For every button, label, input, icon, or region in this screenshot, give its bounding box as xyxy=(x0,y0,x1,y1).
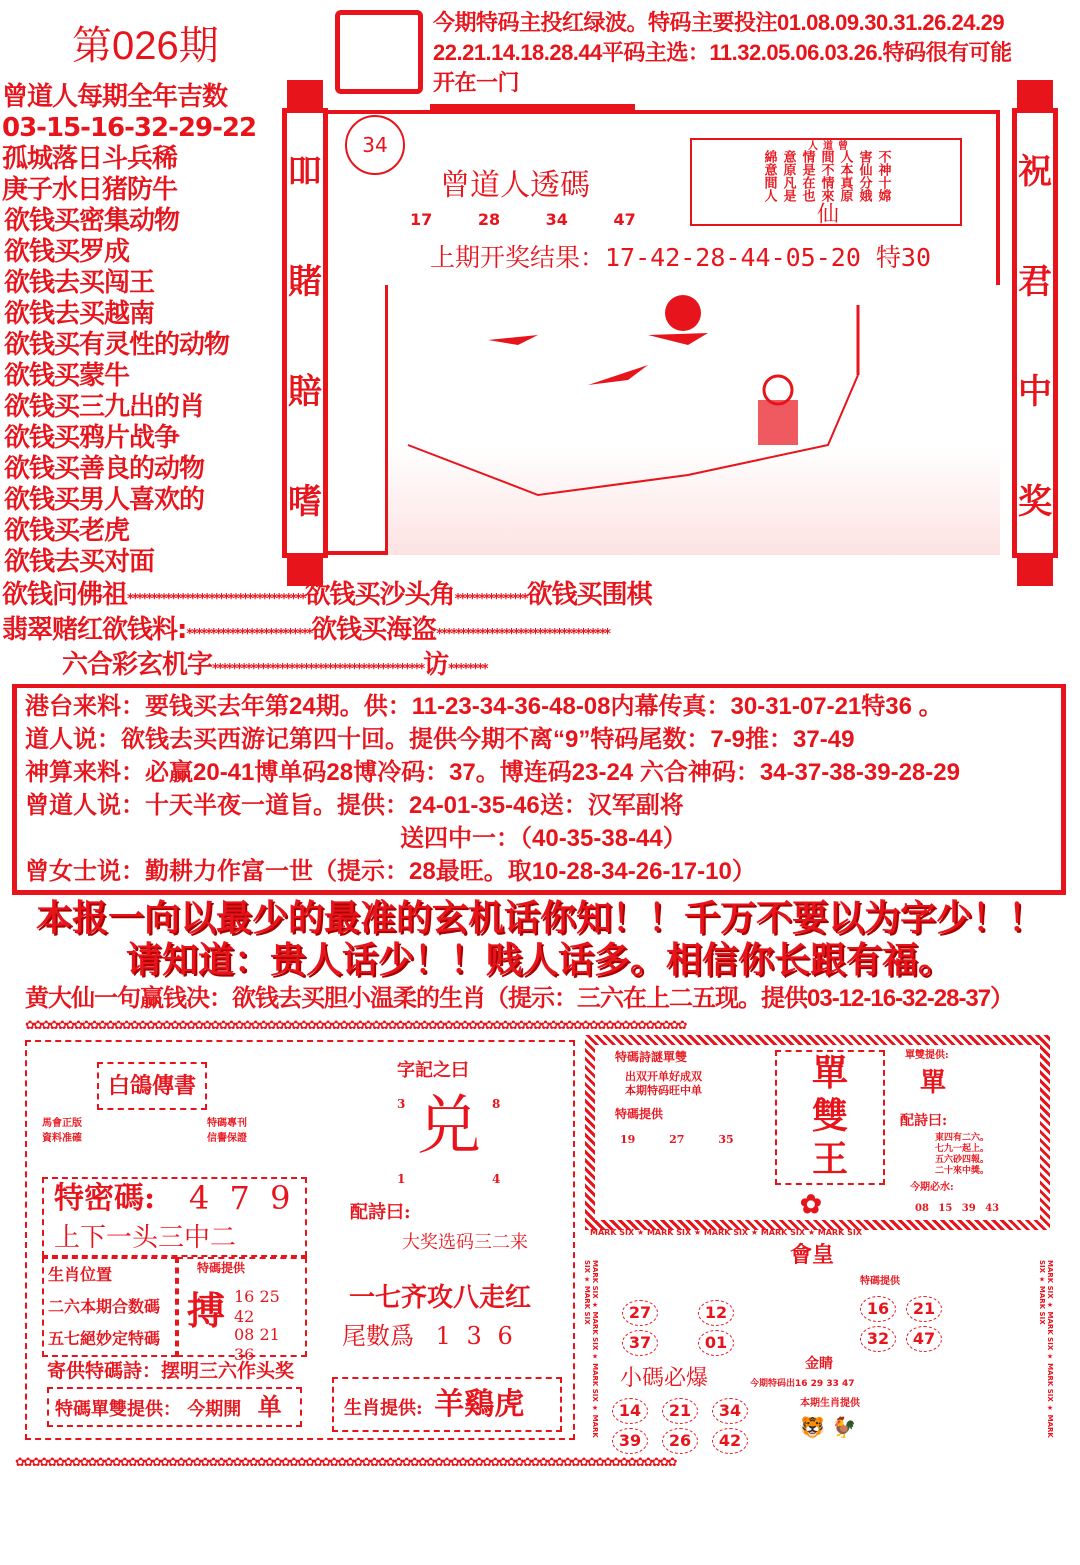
star-text: 欲钱买海盗 xyxy=(311,615,437,645)
header-line: 22.21.14.18.28.44平码主选：11.32.05.06.03.26.特码很有可能 xyxy=(433,40,1012,65)
num-circle: 42 xyxy=(712,1428,748,1454)
huang-title: 會皇 xyxy=(790,1242,835,1268)
num-circle: 14 xyxy=(612,1398,648,1424)
zi-title: 字記之曰 xyxy=(397,1060,469,1081)
num-circle: 26 xyxy=(662,1428,698,1454)
picture-numbers: 17 28 34 47 xyxy=(410,210,636,229)
bo-nums: 16 25 42 xyxy=(234,1287,280,1326)
left-list-item: 欲钱买男人喜欢的 xyxy=(4,485,205,515)
slogan-1: 本报一向以最少的最准的玄机话你知！！千万不要以为字少！！ xyxy=(35,897,1044,939)
star-text: 六合彩玄机字 xyxy=(62,650,213,680)
scroll-char: 奖 xyxy=(1018,481,1052,522)
poem-box xyxy=(690,138,962,226)
te-provide: 特碼提供 xyxy=(615,1107,664,1121)
bo-label: 特碼提供 xyxy=(197,1261,246,1275)
pei-label: 配詩曰: xyxy=(900,1113,948,1129)
left-list-item: 欲钱去买越南 xyxy=(4,299,155,329)
num-circle: 21 xyxy=(906,1296,942,1322)
line: 二六本期合数碼 xyxy=(48,1297,161,1316)
num: 19 xyxy=(620,1133,636,1146)
heart-nums: 08 15 39 43 xyxy=(915,1203,1000,1214)
pei-lines xyxy=(935,1133,989,1177)
pigeon-note: 特碼專刊 信譽保證 xyxy=(207,1118,247,1144)
star-line xyxy=(2,615,652,650)
star-line xyxy=(2,580,652,615)
te-nums xyxy=(620,1133,734,1146)
pei-line: 二十來中獎。 xyxy=(935,1166,990,1176)
zodiac-box xyxy=(42,1257,177,1357)
scroll-char: 君 xyxy=(1018,261,1052,302)
scroll-char: 吅 xyxy=(288,151,322,192)
poem-author: 曾道人 xyxy=(805,140,847,150)
star-text: 欲钱问佛祖 xyxy=(2,580,128,610)
left-scroll xyxy=(282,80,328,586)
star-filler: *************** xyxy=(454,592,527,607)
pigeon-title: 白鴿傳書 xyxy=(97,1062,207,1110)
big-line: 一七齐攻八走红 xyxy=(349,1282,532,1312)
gold-note: 今期特码出16 29 33 47 xyxy=(750,1379,855,1389)
star-border: ✿✿✿✿✿✿✿✿✿✿✿✿✿✿✿✿✿✿✿✿✿✿✿✿✿✿✿✿✿✿✿✿✿✿✿✿✿✿✿✿✿✿✿✿✿✿✿✿✿✿✿✿✿✿✿✿✿✿✿✿✿✿✿✿✿✿✿✿✿✿✿✿✿✿✿✿✿✿✿✿✿✿ xyxy=(15,1455,676,1469)
left-list-item: 欲钱买蒙牛 xyxy=(4,361,130,391)
pei-line: 東四有二六。 xyxy=(935,1133,990,1143)
header-text xyxy=(433,8,1078,98)
zi-char: 兑 xyxy=(417,1090,481,1164)
left-list-item: 欲钱买罗成 xyxy=(4,237,130,267)
num: 35 xyxy=(718,1133,734,1146)
info-box xyxy=(12,684,1066,895)
zi-num: 3 xyxy=(397,1097,406,1111)
dse-value: 單 xyxy=(920,1068,947,1098)
badge-number: 34 xyxy=(345,115,405,175)
left-list-item: 曾道人每期全年吉数 xyxy=(2,82,228,112)
mark-strip: MARK SIX ★ MARK SIX ★ MARK SIX ★ MARK SIX ★ MARK SIX xyxy=(590,1228,862,1237)
bo-nums: 08 21 36 xyxy=(234,1325,280,1364)
star-filler: ************************************* xyxy=(127,592,305,607)
left-list xyxy=(2,82,256,578)
scroll-char: 賭 xyxy=(288,261,322,302)
pei-line: 五六砂四報。 xyxy=(935,1155,990,1165)
heart-label: 今期必水: xyxy=(910,1182,954,1193)
poem-col: 不害人間情意綿 xyxy=(761,150,891,163)
num-circle: 32 xyxy=(860,1326,896,1352)
bottom-left-panel xyxy=(25,1040,575,1440)
zodiac-provide: 本期生肖提供 xyxy=(800,1398,860,1409)
scroll-char: 中 xyxy=(1018,371,1052,412)
left-list-item: 欲钱去买闯王 xyxy=(4,268,155,298)
small-bottom xyxy=(612,1396,782,1456)
info-line: 港台来料：要钱买去年第24期。供：11-23-34-36-48-08内幕传真：30-31-07-21特36 。 xyxy=(25,693,943,720)
left-list-item: 欲钱买密集动物 xyxy=(4,206,180,236)
pei-text: 大奖选码三二来 xyxy=(402,1232,528,1253)
line: 五七絕妙定特碼 xyxy=(48,1329,161,1348)
sun-icon xyxy=(665,295,701,331)
info-line: 神算来料：必赢20-41博单码28博冷码：37。博连码23-24 六合神码：34-37-38-39-28-29 xyxy=(25,759,960,786)
star-filler: ************************** xyxy=(186,627,312,642)
bo-char: 搏 xyxy=(187,1288,226,1333)
star-filler: ************************************ xyxy=(436,627,609,642)
seal-logo xyxy=(335,10,423,94)
last-result: 上期开奖结果：17-42-28-44-05-20 特30 xyxy=(430,243,932,272)
te-sub: 上下一头三中二 xyxy=(54,1223,237,1253)
pigeon-note: 馬會正版 資料准確 xyxy=(42,1118,82,1144)
scroll-char: 嗜 xyxy=(288,481,322,522)
te-value: 4 7 9 xyxy=(189,1179,291,1217)
bo-box xyxy=(177,1257,307,1364)
num-circle: 01 xyxy=(698,1330,734,1356)
star-filler: ******** xyxy=(448,662,487,677)
king-char: 雙 xyxy=(811,1095,848,1137)
num-circle: 34 xyxy=(712,1398,748,1424)
right-scroll xyxy=(1012,80,1058,586)
poem-line: 寄供特碼詩：摆明三六作头奖 xyxy=(47,1360,295,1382)
num-circle: 27 xyxy=(622,1300,658,1326)
info-line: 曾道人说：十天半夜一道旨。提供：24-01-35-46送：汉军副将 xyxy=(25,792,684,819)
zodiac-value: 羊鷄虎 xyxy=(434,1387,525,1422)
num-circle: 21 xyxy=(662,1398,698,1424)
pei-label: 配詩曰: xyxy=(350,1202,411,1223)
mark-strip: MARK SIX ★ MARK SIX ★ MARK SIX ★ MARK SIX ★ MARK SIX xyxy=(1038,1260,1054,1438)
odd-even-box xyxy=(47,1387,302,1427)
star-line xyxy=(2,650,652,685)
scroll-char: 賠 xyxy=(288,371,322,412)
zi-num: 1 xyxy=(397,1172,406,1186)
star-border: ✿✿✿✿✿✿✿✿✿✿✿✿✿✿✿✿✿✿✿✿✿✿✿✿✿✿✿✿✿✿✿✿✿✿✿✿✿✿✿✿✿✿✿✿✿✿✿✿✿✿✿✿✿✿✿✿✿✿✿✿✿✿✿✿✿✿✿✿✿✿✿✿✿✿✿✿✿✿✿✿✿✿ xyxy=(25,1018,686,1032)
star-lines xyxy=(2,580,652,685)
dse-poem: 出双开单好成双 xyxy=(625,1070,702,1083)
num-circle: 39 xyxy=(612,1428,648,1454)
tail-line xyxy=(342,1322,513,1350)
header-line: 今期特码主投红绿波。特码主要投注01.08.09.30.31.26.24.29 xyxy=(433,10,1005,35)
left-list-item: 欲钱买有灵性的动物 xyxy=(4,330,230,360)
flower-icon: ✿ xyxy=(800,1190,822,1220)
zodiac-animals-icon: 🐯 🐓 xyxy=(800,1415,857,1439)
zi-num: 4 xyxy=(492,1172,501,1186)
left-list-item: 庚子水日猪防牛 xyxy=(2,175,178,205)
issue-number: 第026期 xyxy=(72,24,219,68)
zodiac-label: 生肖提供: xyxy=(344,1398,423,1419)
left-list-item: 孤城落日斗兵稀 xyxy=(2,144,178,174)
left-list-item: 欲钱买老虎 xyxy=(4,516,130,546)
tail-value: 1 3 6 xyxy=(435,1322,513,1350)
zodiac-pos: 生肖位置 xyxy=(48,1265,113,1284)
odd-even-value: 单 xyxy=(257,1392,282,1421)
zi-num: 8 xyxy=(492,1097,501,1111)
num-circle: 12 xyxy=(698,1300,734,1326)
num-circle: 16 xyxy=(860,1296,896,1322)
gold-label: 金睛 xyxy=(805,1356,833,1372)
info-line: 道人说：欲钱去买西游记第四十回。提供今期不离“9”特码尾数：7-9推：37-49 xyxy=(25,726,855,753)
huang-daxian: 黄大仙一句赢钱决：欲钱去买胆小温柔的生肖（提示：三六在上二五现。提供03-12-16-32-28-37） xyxy=(25,985,1014,1012)
left-list-item: 欲钱买三九出的肖 xyxy=(4,392,205,422)
info-line: 送四中一：（40-35-38-44） xyxy=(400,825,687,852)
num-circle: 37 xyxy=(622,1330,658,1356)
scroll-char: 祝 xyxy=(1018,151,1052,192)
zodiac-provide-box xyxy=(332,1377,562,1432)
te-title: 特碼提供 xyxy=(860,1276,900,1287)
te-circles xyxy=(860,1294,970,1354)
star-text: 欲钱买沙头角 xyxy=(304,580,455,610)
poem-col: 嫦娥原來也是人 xyxy=(761,189,891,202)
left-list-item: 欲钱买鸦片战争 xyxy=(4,423,180,453)
odd-even-label: 特碼單雙提供： xyxy=(55,1399,181,1420)
poem-title: 仙 xyxy=(813,202,839,224)
pei-line: 七九一起上。 xyxy=(935,1144,990,1154)
poem-col: 神仙本不是原意 xyxy=(761,163,891,176)
slogan-2: 请知道：贵人话少！！贱人话多。相信你长跟有福。 xyxy=(125,939,954,981)
dse-panel xyxy=(585,1035,1050,1230)
left-list-item: 03-15-16-32-29-22 xyxy=(2,113,257,143)
king-box xyxy=(775,1050,885,1185)
info-line: 曾女士说：勤耕力作富一世（提示：28最旺。取10-28-34-26-17-10） xyxy=(25,858,756,885)
te-box xyxy=(42,1177,307,1257)
left-list-item: 欲钱去买对面 xyxy=(4,547,155,577)
small-nums xyxy=(622,1298,742,1358)
picture-title: 曾道人透碼 xyxy=(440,168,590,203)
tail-label: 尾數爲 xyxy=(342,1322,414,1350)
poem-col: 十分真情在凡間 xyxy=(761,176,891,189)
odd-even-mid: 今期開 xyxy=(187,1399,242,1420)
small-title: 小碼必爆 xyxy=(620,1366,709,1391)
mark-strip: MARK SIX ★ MARK SIX ★ MARK SIX ★ MARK SIX ★ MARK SIX xyxy=(583,1260,599,1438)
king-char: 單 xyxy=(811,1052,848,1094)
dse-provide: 單雙提供: xyxy=(905,1050,949,1061)
star-text: 欲钱买围棋 xyxy=(526,580,652,610)
dse-poem: 本期特码旺中单 xyxy=(625,1084,702,1097)
dse-title: 特碼詩謎單雙 xyxy=(615,1050,688,1064)
star-text: 访 xyxy=(423,650,449,680)
star-text: 翡翠赌红欲钱料: xyxy=(2,615,187,645)
te-label: 特密碼: xyxy=(54,1181,156,1216)
king-char: 王 xyxy=(811,1138,848,1180)
header-line: 开在一门 xyxy=(433,70,520,95)
left-list-item: 欲钱买善良的动物 xyxy=(4,454,205,484)
star-filler: ******************************************** xyxy=(212,662,424,677)
num: 27 xyxy=(669,1133,685,1146)
num-circle: 47 xyxy=(906,1326,942,1352)
